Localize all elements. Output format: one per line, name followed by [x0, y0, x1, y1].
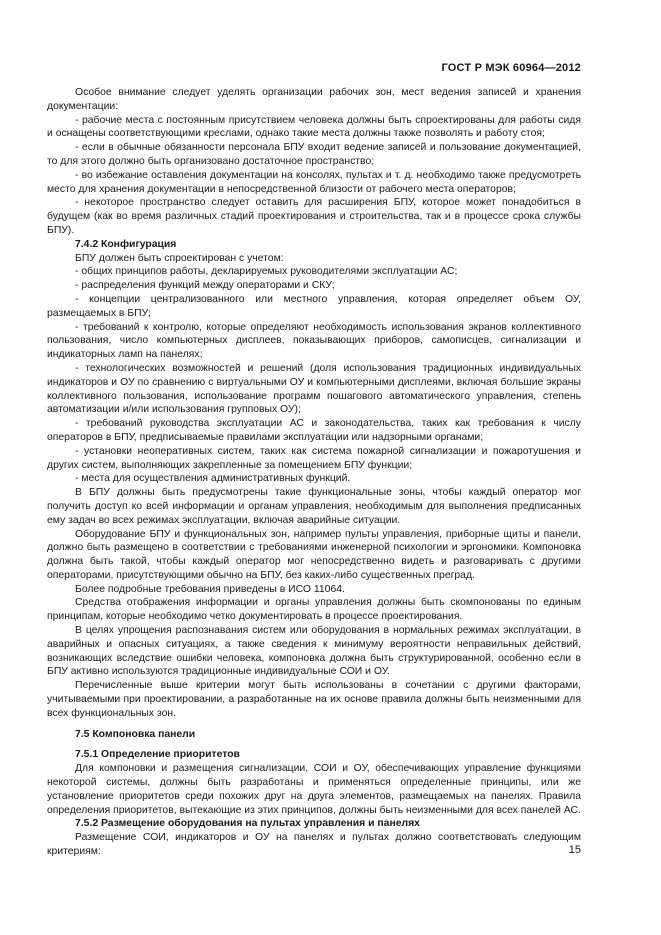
list-item: - концепции централизованного или местного управления, которая определяет объем ОУ, размещаемых в БПУ; — [47, 293, 581, 319]
paragraph: Для компоновки и размещения сигнализации, СОИ и ОУ, обеспечивающих управление функциями некоторой системы, должны быть разработаны и применяться определенные принципы, или же установление приоритетов среди похожих друг на друга элементов, размещаемых на панелях. Правила определения приоритетов, вытекающие из этих принципов, должны быть неизменными для всех панелей АС. — [47, 763, 581, 816]
list-item: - во избежание оставления документации на консолях, пультах и т. д. необходимо также предусмотреть место для хранения документации в непосредственной близости от рабочего места операторов; — [47, 169, 581, 195]
paragraph: Оборудование БПУ и функциональных зон, например пульты управления, приборные щиты и панели, должно быть размещено в соответствии с требованиями инженерной психологии и эргономики. Компоновка должна быть такой, чтобы каждый оператор мог непосредственно видеть и разговаривать с другими операторами, присутствующими обычно на БПУ, без каких-либо существенных преград. — [47, 528, 581, 581]
list-item: - установки неоперативных систем, таких как система пожарной сигнализации и пожаротушения и других систем, выполняющих закрепленные за помещением БПУ функции; — [47, 445, 581, 471]
paragraph: Более подробные требования приведены в ИСО 11064. — [75, 583, 345, 595]
list-item: - требований руководства эксплуатации АС и законодательства, таких как требования к числу операторов в БПУ, предписываемые правилами эксплуатации или надзорными органами; — [47, 418, 581, 443]
paragraph: Размещение СОИ, индикаторов и ОУ на панелях и пультах должно соответствовать следующим критериям: — [47, 832, 581, 858]
list-item: - если в обычные обязанности персонала БПУ входит ведение записей и пользование документацией, то для этого должно быть организовано достаточное пространство; — [47, 142, 581, 167]
paragraph: Перечисленные выше критерии могут быть использованы в сочетании с другими факторами, учитываемыми при проектировании, а разработанные на их основе правила должны быть неизменными для всех функциональных зон. — [47, 680, 581, 719]
section-heading-7-4-2: 7.4.2 Конфигурация — [75, 238, 177, 250]
list-item: - распределения функций между операторами и СКУ; — [75, 280, 335, 292]
list-item: - общих принципов работы, декларируемых руководителями эксплуатации АС; — [75, 266, 458, 278]
list-item: - некоторое пространство следует оставить для расширения БПУ, которое может понадобиться в будущем (как во время различных стадий проектирования и строительства, так и в процессе срока службы БПУ). — [47, 197, 581, 236]
section-heading-7-5-1: 7.5.1 Определение приоритетов — [75, 749, 240, 761]
list-item: - рабочие места с постоянным присутствием человека должны быть спроектированы для работы сидя и оснащены соответствующими креслами, однако такие места должны также позволять и работу стоя; — [47, 114, 581, 140]
section-heading-7-5: 7.5 Компоновка панели — [75, 728, 196, 740]
paragraph: БПУ должен быть спроектирован с учетом: — [75, 252, 284, 264]
list-item: - требований к контролю, которые определяют необходимость использования экранов коллективного пользования, число компьютерных дисплеев, показывающих приборов, самописцев, сигнализации и индикаторных ламп на панелях; — [47, 321, 581, 361]
paragraph: Средства отображения информации и органы управления должны быть скомпонованы по единым принципам, которые необходимо четко документировать в процессе проектирования. — [47, 597, 581, 623]
page-number: 15 — [568, 844, 581, 856]
paragraph: В целях упрощения распознавания систем или оборудования в нормальных режимах эксплуатации, в аварийных и опасных ситуациях, а также сведения к минимуму вероятности неправильных действий, возникающих вследствие ошибки человека, компоновка должна быть структурированной, особенно если в БПУ активно используются традиционные индивидуальные СОИ и ОУ. — [47, 625, 581, 678]
section-heading-7-5-2: 7.5.2 Размещение оборудования на пультах управления и панелях — [75, 818, 420, 830]
document-body — [47, 86, 581, 859]
paragraph: Особое внимание следует уделять организации рабочих зон, мест ведения записей и хранения документации: — [47, 87, 581, 112]
document-standard-header: ГОСТ Р МЭК 60964—2012 — [441, 62, 581, 74]
list-item: - технологических возможностей и решений (доля использования традиционных индивидуальных индикаторов и ОУ по сравнению с виртуальными ОУ и компьютерными дисплеями, включая большие экраны коллективного пользования, использование программ пошагового автоматического управления, степень автоматизации и/или использования групповых ОУ); — [47, 362, 581, 416]
paragraph: В БПУ должны быть предусмотрены такие функциональные зоны, чтобы каждый оператор мог получить доступ ко всей информации и органам управления, необходимым для выполнения предписанных ему задач во всех режимах эксплуатации, включая аварийные ситуации. — [47, 487, 581, 526]
list-item: - места для осуществления административных функций. — [75, 473, 351, 485]
